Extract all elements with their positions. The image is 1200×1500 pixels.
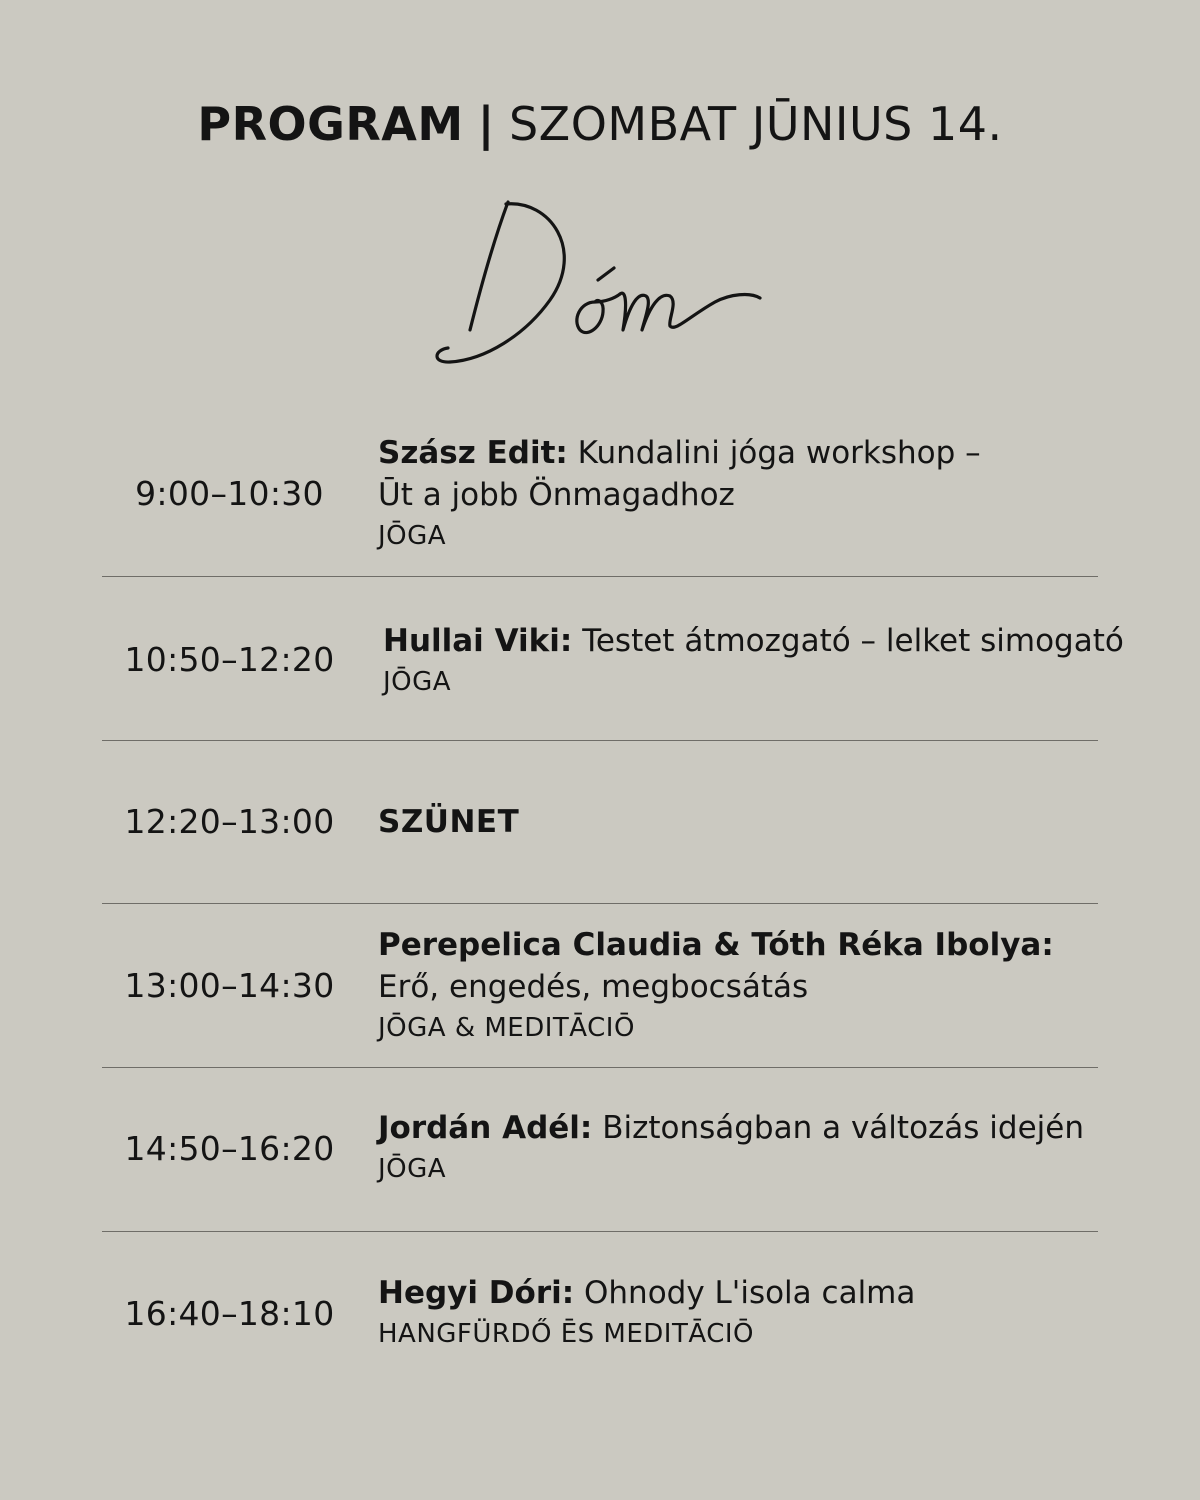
event-date: SZOMBAT JŪNIUS 14. <box>508 97 1003 151</box>
speaker-name: Perepelica Claudia & Tóth Réka Ibolya: <box>378 927 1054 963</box>
row-divider <box>102 740 1098 741</box>
event-content <box>378 1107 1108 1189</box>
event-title: Testet átmozgató – lelket simogató <box>582 623 1124 659</box>
event-category: JŌGA <box>378 521 447 551</box>
event-time: 10:50–12:20 <box>124 640 335 679</box>
event-time: 14:50–16:20 <box>124 1129 335 1168</box>
event-content <box>383 620 1124 702</box>
event-time: 12:20–13:00 <box>124 802 335 841</box>
event-category: JŌGA & MEDITĀCIŌ <box>378 1013 635 1043</box>
event-category: JŌGA <box>378 1154 447 1184</box>
row-divider <box>102 903 1098 904</box>
title-separator: | <box>477 97 495 151</box>
event-title: Ohnody L'isola calma <box>584 1275 916 1311</box>
break-label: SZÜNET <box>378 804 520 840</box>
event-category: HANGFÜRDŐ ĒS MEDITĀCIŌ <box>378 1319 754 1349</box>
row-divider <box>102 576 1098 577</box>
event-content <box>378 801 1108 843</box>
row-divider <box>102 1231 1098 1232</box>
speaker-name: Hullai Viki: <box>383 623 573 659</box>
event-time: 9:00–10:30 <box>135 474 324 513</box>
speaker-name: Jordán Adél: <box>378 1110 593 1146</box>
event-time: 13:00–14:30 <box>124 966 335 1005</box>
event-title-line <box>383 620 1124 662</box>
event-title-line <box>378 924 1108 966</box>
event-title-line <box>378 1107 1108 1149</box>
row-divider <box>102 1067 1098 1068</box>
page-title <box>0 96 1200 152</box>
speaker-name: Szász Edit: <box>378 435 568 471</box>
event-time: 16:40–18:10 <box>124 1294 335 1333</box>
event-category: JŌGA <box>383 667 452 697</box>
venue-script-logo <box>420 190 780 380</box>
event-content <box>378 1272 1108 1354</box>
event-title-line <box>378 432 1108 474</box>
venue-name <box>420 190 780 380</box>
event-title: Kundalini jóga workshop – <box>577 435 981 471</box>
event-title-line <box>378 1272 1108 1314</box>
program-label: PROGRAM <box>197 97 464 151</box>
event-content <box>378 432 1108 556</box>
event-title-continuation: Erő, engedés, megbocsátás <box>378 969 809 1005</box>
speaker-name: Hegyi Dóri: <box>378 1275 575 1311</box>
event-title-continuation: Ūt a jobb Önmagadhoz <box>378 477 735 513</box>
event-content <box>378 924 1108 1048</box>
event-title: Biztonságban a változás idején <box>602 1110 1085 1146</box>
